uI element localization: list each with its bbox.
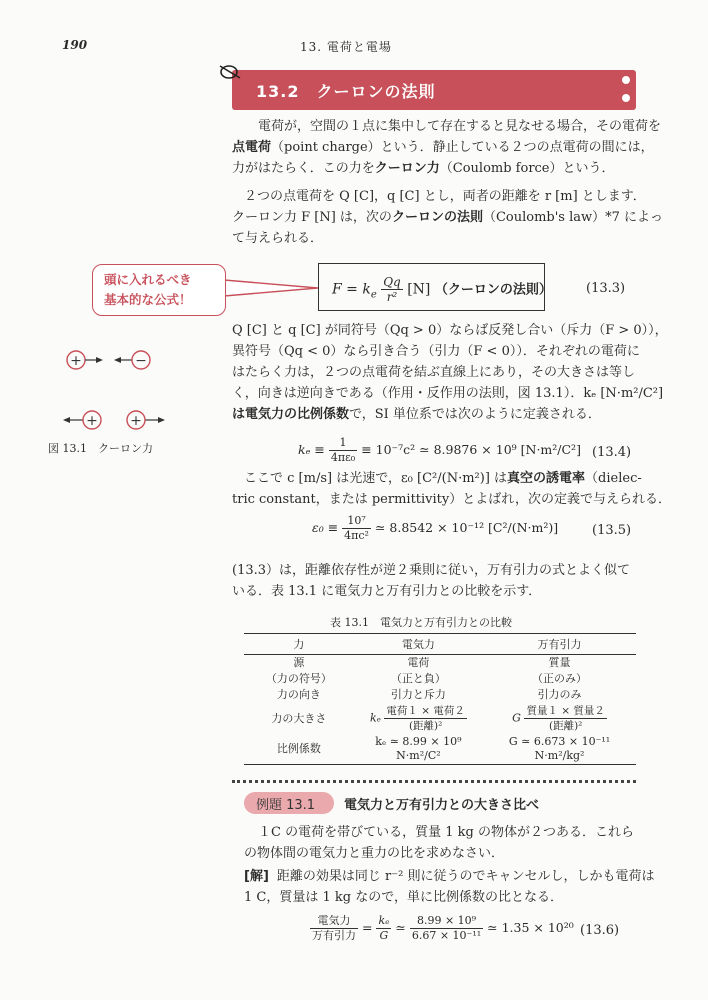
coef-symbol: kₑ [369, 711, 381, 725]
eq-rhs: ≡ 10⁻⁷c² ≃ 8.9876 × 10⁹ [N·m²/C²] [361, 442, 581, 457]
example-line: の物体間の電気力と重力の比を求めなさい． [244, 846, 505, 861]
dotted-divider [232, 780, 636, 783]
paragraph-line: 電荷が，空間の１点に集中して存在すると見なせる場合，その電荷を [258, 119, 662, 134]
binder-hole [622, 94, 630, 102]
term-coulomb-law: クーロンの法則 [391, 210, 483, 225]
eq-label: （クーロンの法則） [434, 282, 552, 298]
binder-hole [622, 76, 630, 84]
repulsion-pair [63, 411, 165, 429]
answer-line: 1 C，質量は 1 kg なので，単に比例係数の比となる． [244, 890, 563, 905]
equation-number: (13.5) [592, 523, 632, 538]
table-cell: （力の符号） [265, 672, 332, 685]
equation-13-6 [310, 914, 574, 943]
table-fraction [524, 704, 606, 733]
text-span: 力がはたらく．この力を [232, 161, 375, 176]
equation-13-3 [332, 275, 552, 305]
text-span: クーロン力 F [N] は，次の [232, 210, 392, 225]
table-cell: （正と負） [390, 672, 446, 685]
eq-fraction [381, 275, 403, 304]
text-span: （point charge）という．静止している２つの点電荷の間には， [271, 140, 654, 155]
eq-numerator: 1 [329, 436, 357, 451]
paragraph-line: いる．表 13.1 に電気力と万有引力との比較を示す． [232, 584, 542, 599]
comparison-table [244, 633, 636, 765]
table-cell: 比例係数 [244, 734, 354, 765]
eq-lhs: ε₀ ≡ [312, 520, 339, 535]
table-row [244, 655, 636, 672]
callout-line: 頭に入れるべき [104, 272, 192, 287]
eq-lhs: F = k [332, 281, 371, 298]
equation-number: (13.6) [580, 923, 620, 938]
term-point-charge: 点電荷 [232, 140, 272, 155]
table-row [244, 687, 636, 703]
table-cell [483, 703, 636, 734]
callout-text [104, 270, 192, 310]
table-row [244, 671, 636, 687]
eq-fraction [342, 514, 371, 543]
eq-numerator: 8.99 × 10⁹ [410, 914, 483, 929]
answer-line [244, 866, 654, 887]
text-span: （dielec- [585, 471, 642, 486]
table-row [244, 703, 636, 734]
eq-equals: = [361, 920, 373, 935]
table-cell: 引力のみ [537, 688, 582, 701]
text-span: （Coulomb's law）*7 によっ [482, 210, 664, 225]
paragraph-line: 異符号（Qq < 0）なら引き合う（引力（F < 0））．それぞれの電荷に [232, 344, 640, 359]
table-fraction [384, 704, 466, 733]
eq-fraction [410, 914, 483, 943]
eq-sub: e [370, 289, 377, 301]
eq-numerator: 電気力 [310, 914, 358, 929]
table-cell: kₑ ≃ 8.99 × 10⁹ N·m²/C² [354, 734, 483, 765]
eq-denominator: 4πc² [344, 529, 369, 542]
text-span: で，SI 単位系では次のように定義される． [349, 407, 601, 422]
table-row [244, 734, 636, 765]
figure-coulomb-force [60, 340, 210, 430]
plus-charge: + [86, 413, 98, 429]
example-title: 電気力と万有引力との大きさ比べ [344, 798, 540, 813]
eq-unit: [N] [407, 281, 431, 298]
paragraph-line [232, 158, 615, 179]
term-permittivity: 真空の誘電率 [507, 471, 586, 486]
paragraph-line [232, 137, 654, 158]
term-proportional-coefficient: は電気力の比例係数 [232, 407, 350, 422]
text-span: （Coulomb force）という． [439, 161, 615, 176]
eq-rhs: ≃ 8.8542 × 10⁻¹² [C²/(N·m²)] [374, 520, 559, 535]
plus-charge: + [130, 413, 142, 429]
table-header-row [244, 634, 636, 655]
table-cell: 力の向き [276, 688, 321, 701]
eq-numerator: Qq [383, 275, 401, 289]
paragraph-line: て与えられる． [232, 231, 324, 246]
eq-fraction [310, 914, 358, 943]
minus-charge: − [135, 353, 147, 369]
table-cell: 源 [293, 656, 305, 669]
table-cell: 力の大きさ [271, 711, 327, 725]
table-header: 電気力 [354, 634, 483, 655]
page-number: 190 [62, 38, 88, 52]
paragraph-line: はたらく力は，２つの点電荷を結ぶ直線上にあり，その大きさは等し [232, 365, 636, 380]
table-cell: G ≃ 6.673 × 10⁻¹¹ N·m²/kg² [483, 734, 636, 765]
paragraph-line [244, 468, 642, 489]
equation-13-5 [312, 514, 558, 543]
callout-pointer [224, 278, 320, 298]
paragraph-line: (13.3）は，距離依存性が逆２乗則に従い，万有引力の式とよく似て [232, 563, 631, 578]
eq-denominator: 万有引力 [312, 929, 356, 942]
table-cell [354, 703, 483, 734]
table-cell: 質量 [548, 656, 571, 669]
binder-ring-icon [218, 62, 246, 82]
table-numerator: 質量１ × 質量２ [526, 705, 605, 717]
paragraph-line: ２つの点電荷を Q [C]，q [C] とし，両者の距離を r [m] とします． [244, 189, 646, 204]
eq-rhs: ≃ 1.35 × 10²⁰ [487, 920, 574, 935]
eq-approx: ≃ [395, 920, 406, 935]
eq-denominator: 4πε₀ [330, 451, 356, 464]
table-caption: 表 13.1 電気力と万有引力との比較 [330, 616, 512, 629]
table-denominator: (距離)² [408, 720, 443, 732]
eq-denominator: 6.67 × 10⁻¹¹ [411, 929, 482, 942]
text-span: 距離の効果は同じ r⁻² 則に従うのでキャンセルし，しかも電荷は [276, 869, 655, 884]
equation-13-4 [298, 436, 581, 465]
equation-number: (13.3) [586, 281, 626, 296]
eq-fraction [376, 914, 391, 943]
callout-line: 基本的な公式！ [104, 292, 192, 307]
paragraph-line [232, 207, 663, 228]
example-label: 例題 13.1 [256, 798, 316, 813]
table-cell: 電荷 [407, 656, 430, 669]
table-cell: 引力と斥力 [390, 688, 446, 701]
section-title: 13.2 クーロンの法則 [256, 82, 436, 101]
eq-numerator: kₑ [378, 914, 390, 927]
term-coulomb-force: クーロン力 [374, 161, 440, 176]
plus-charge: + [70, 353, 82, 369]
coef-symbol: G [512, 711, 521, 725]
eq-denominator: G [379, 929, 389, 942]
paragraph-line: く，向きは逆向きである（作用・反作用の法則，図 13.1）．kₑ [N·m²/C²] [232, 386, 664, 401]
text-span: ここで c [m/s] は光速で，ε₀ [C²/(N·m²)] は [244, 471, 508, 486]
equation-number: (13.4) [592, 445, 632, 460]
paragraph-line: tric constant，または permittivity）とよばれ，次の定義で与えられる． [232, 492, 672, 507]
paragraph-line: Q [C] と q [C] が同符号（Qq > 0）ならば反発し合い（斥力（F > 0））， [232, 323, 668, 338]
eq-denominator: r² [386, 290, 398, 304]
table-denominator: (距離)² [548, 720, 583, 732]
example-line: １C の電荷を帯びている，質量 1 kg の物体が２つある．これら [258, 825, 634, 840]
table-header: 力 [244, 634, 354, 655]
figure-caption: 図 13.1 クーロン力 [48, 442, 153, 455]
eq-lhs: kₑ ≡ [298, 442, 325, 457]
paragraph-line [232, 404, 601, 425]
eq-numerator: 10⁷ [342, 514, 371, 529]
chapter-title: 13. 電荷と電場 [300, 40, 392, 54]
eq-fraction [329, 436, 357, 465]
table-header: 万有引力 [483, 634, 636, 655]
table-cell: （正のみ） [532, 672, 588, 685]
answer-label: [解] [244, 869, 269, 884]
table-numerator: 電荷１ × 電荷２ [386, 705, 465, 717]
